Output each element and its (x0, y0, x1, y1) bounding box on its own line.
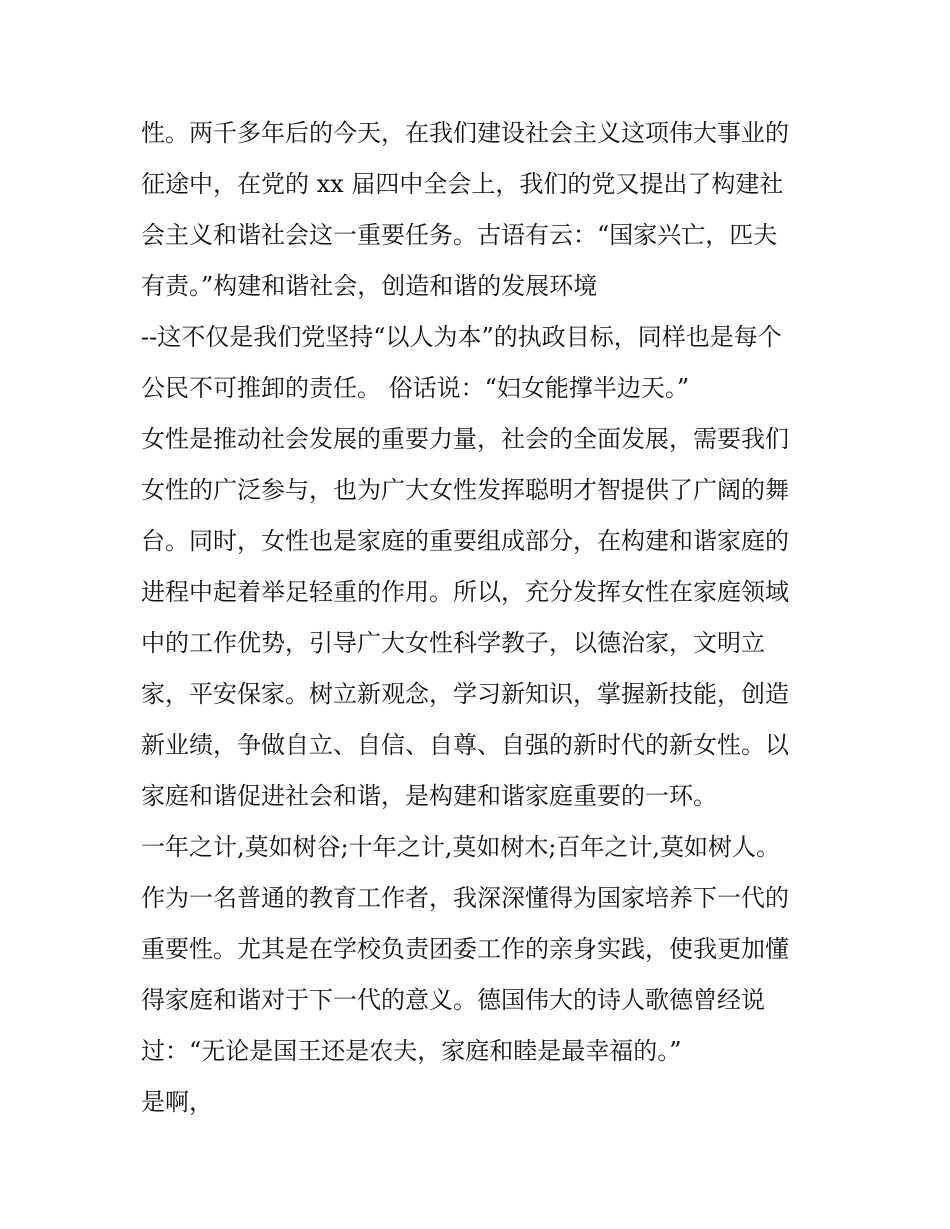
text-line: 一年之计,莫如树谷;十年之计,莫如树木;百年之计,莫如树人。 (141, 833, 781, 861)
text-line: 家庭和谐促进社会和谐，是构建和谐家庭重要的一环。 (141, 782, 717, 810)
body-text (141, 108, 831, 1128)
text-line: 中的工作优势，引导广大女性科学教子，以德治家，文明立 (141, 629, 765, 657)
text-line: 家，平安保家。树立新观念，学习新知识，掌握新技能，创造 (141, 680, 789, 708)
text-line: 性。两千多年后的今天，在我们建设社会主义这项伟大事业的 (141, 119, 789, 147)
text-line: 有责。”构建和谐社会，创造和谐的发展环境 (141, 272, 598, 300)
text-line: 过：“无论是国王还是农夫，家庭和睦是最幸福的。” (141, 1037, 682, 1065)
text-line: 征途中，在党的 xx 届四中全会上，我们的党又提出了构建社 (141, 170, 784, 198)
text-line: 女性的广泛参与，也为广大女性发挥聪明才智提供了广阔的舞 (141, 476, 789, 504)
text-line: 新业绩，争做自立、自信、自尊、自强的新时代的新女性。以 (141, 731, 789, 759)
text-line: 会主义和谐社会这一重要任务。古语有云：“国家兴亡，匹夫 (141, 221, 778, 249)
text-line: 重要性。尤其是在学校负责团委工作的亲身实践，使我更加懂 (141, 935, 789, 963)
text-line: 台。同时，女性也是家庭的重要组成部分，在构建和谐家庭的 (141, 527, 789, 555)
text-line: 得家庭和谐对于下一代的意义。德国伟大的诗人歌德曾经说 (141, 986, 765, 1014)
text-line: 是啊， (141, 1088, 213, 1116)
text-line: 女性是推动社会发展的重要力量，社会的全面发展，需要我们 (141, 425, 789, 453)
text-line: 公民不可推卸的责任。 俗话说：“妇女能撑半边天。” (141, 374, 690, 402)
text-line: 进程中起着举足轻重的作用。所以，充分发挥女性在家庭领域 (141, 578, 789, 606)
text-line: --这不仅是我们党坚持“以人为本”的执政目标，同样也是每个 (141, 323, 782, 351)
text-line: 作为一名普通的教育工作者，我深深懂得为国家培养下一代的 (141, 884, 789, 912)
